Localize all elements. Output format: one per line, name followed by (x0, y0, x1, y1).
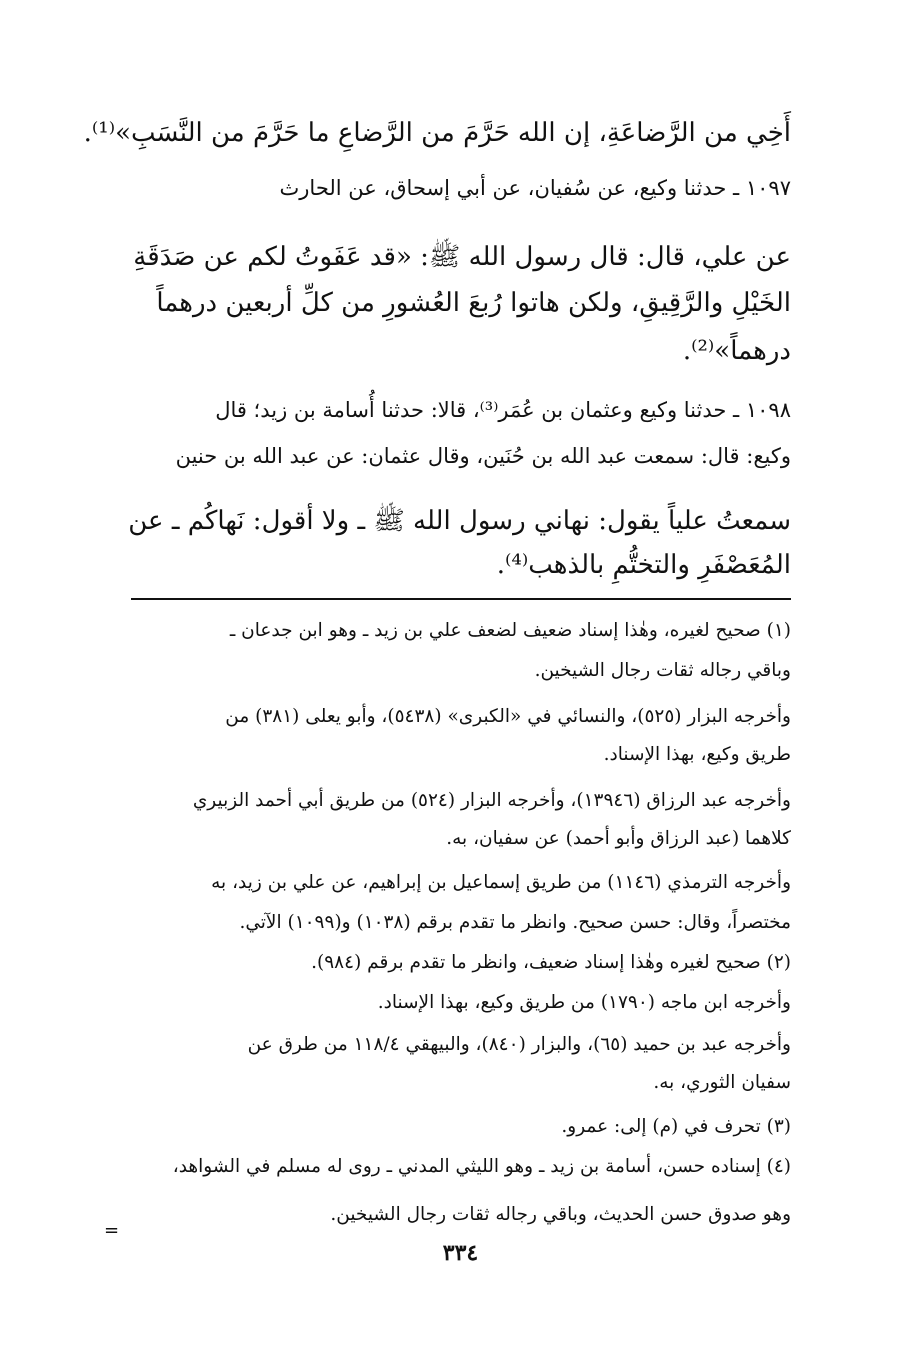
footnote-line: وباقي رجاله ثقات رجال الشيخين. (534, 660, 791, 681)
main-line: الخَيْلِ والرَّقِيقِ، ولكن هاتوا رُبعَ العُشورِ من كلِّ أربعين درهماً (156, 288, 791, 318)
footnote-line: وأخرجه عبد بن حميد (٦٥)، والبزار (٨٤٠)، والبيهقي ١١٨/٤ من طرق عن (247, 1034, 791, 1055)
main-line: وكيع: قال: سمعت عبد الله بن حُنَين، وقال عثمان: عن عبد الله بن حنين (175, 444, 791, 468)
footnote-line: وأخرجه البزار (٥٢٥)، والنسائي في «الكبرى» (٥٤٣٨)، وأبو يعلى (٣٨١) من (225, 706, 791, 727)
footnote-line: وأخرجه عبد الرزاق (١٣٩٤٦)، وأخرجه البزار (٥٢٤) من طريق أبي أحمد الزبيري (192, 790, 791, 811)
main-line: أَخِي من الرَّضاعَةِ، إن الله حَرَّمَ من الرَّضاعِ ما حَرَّمَ من النَّسَبِ»⁽¹⁾. (83, 118, 791, 148)
main-line: ١٠٩٧ ـ حدثنا وكيع، عن سُفيان، عن أبي إسحاق، عن الحارث (279, 176, 791, 200)
footnote-line: (٢) صحيح لغيره وهٰذا إسناد ضعيف، وانظر ما تقدم برقم (٩٨٤). (311, 952, 791, 973)
footnote-separator (131, 598, 791, 600)
footnote-line: (١) صحيح لغيره، وهٰذا إسناد ضعيف لضعف علي بن زيد ـ وهو ابن جدعان ـ (229, 620, 791, 641)
footnote-line: (٣) تحرف في (م) إلى: عمرو. (561, 1116, 791, 1137)
main-line: ١٠٩٨ ـ حدثنا وكيع وعثمان بن عُمَر⁽³⁾، قالا: حدثنا أُسامة بن زيد؛ قال (215, 398, 791, 422)
page-number: ٣٣٤ (442, 1240, 479, 1266)
footnote-line: مختصراً، وقال: حسن صحيح. وانظر ما تقدم برقم (١٠٣٨) و(١٠٩٩) الآتي. (239, 912, 791, 933)
footnote-line: سفيان الثوري، به. (653, 1072, 791, 1093)
main-line: سمعتُ علياً يقول: نهاني رسول الله ﷺ ـ ولا أقول: نَهاكُم ـ عن (128, 506, 791, 536)
main-line: عن علي، قال: قال رسول الله ﷺ: «قد عَفَوتُ لكم عن صَدَقَةِ (133, 242, 791, 272)
main-line: درهماً»⁽²⁾. (682, 336, 791, 366)
main-line: المُعَصْفَرِ والتختُّمِ بالذهب⁽⁴⁾. (496, 550, 791, 580)
footnote-line: كلاهما (عبد الرزاق وأبو أحمد) عن سفيان، به. (446, 828, 791, 849)
footnote-line: وأخرجه ابن ماجه (١٧٩٠) من طريق وكيع، بهذا الإسناد. (377, 992, 791, 1013)
continuation-mark: = (104, 1220, 120, 1241)
footnote-line: وهو صدوق حسن الحديث، وباقي رجاله ثقات رجال الشيخين. (330, 1204, 791, 1225)
footnote-line: (٤) إسناده حسن، أسامة بن زيد ـ وهو الليثي المدني ـ روى له مسلم في الشواهد، (172, 1156, 791, 1177)
footnote-line: وأخرجه الترمذي (١١٤٦) من طريق إسماعيل بن إبراهيم، عن علي بن زيد، به (211, 872, 791, 893)
footnote-line: طريق وكيع، بهذا الإسناد. (603, 744, 791, 765)
